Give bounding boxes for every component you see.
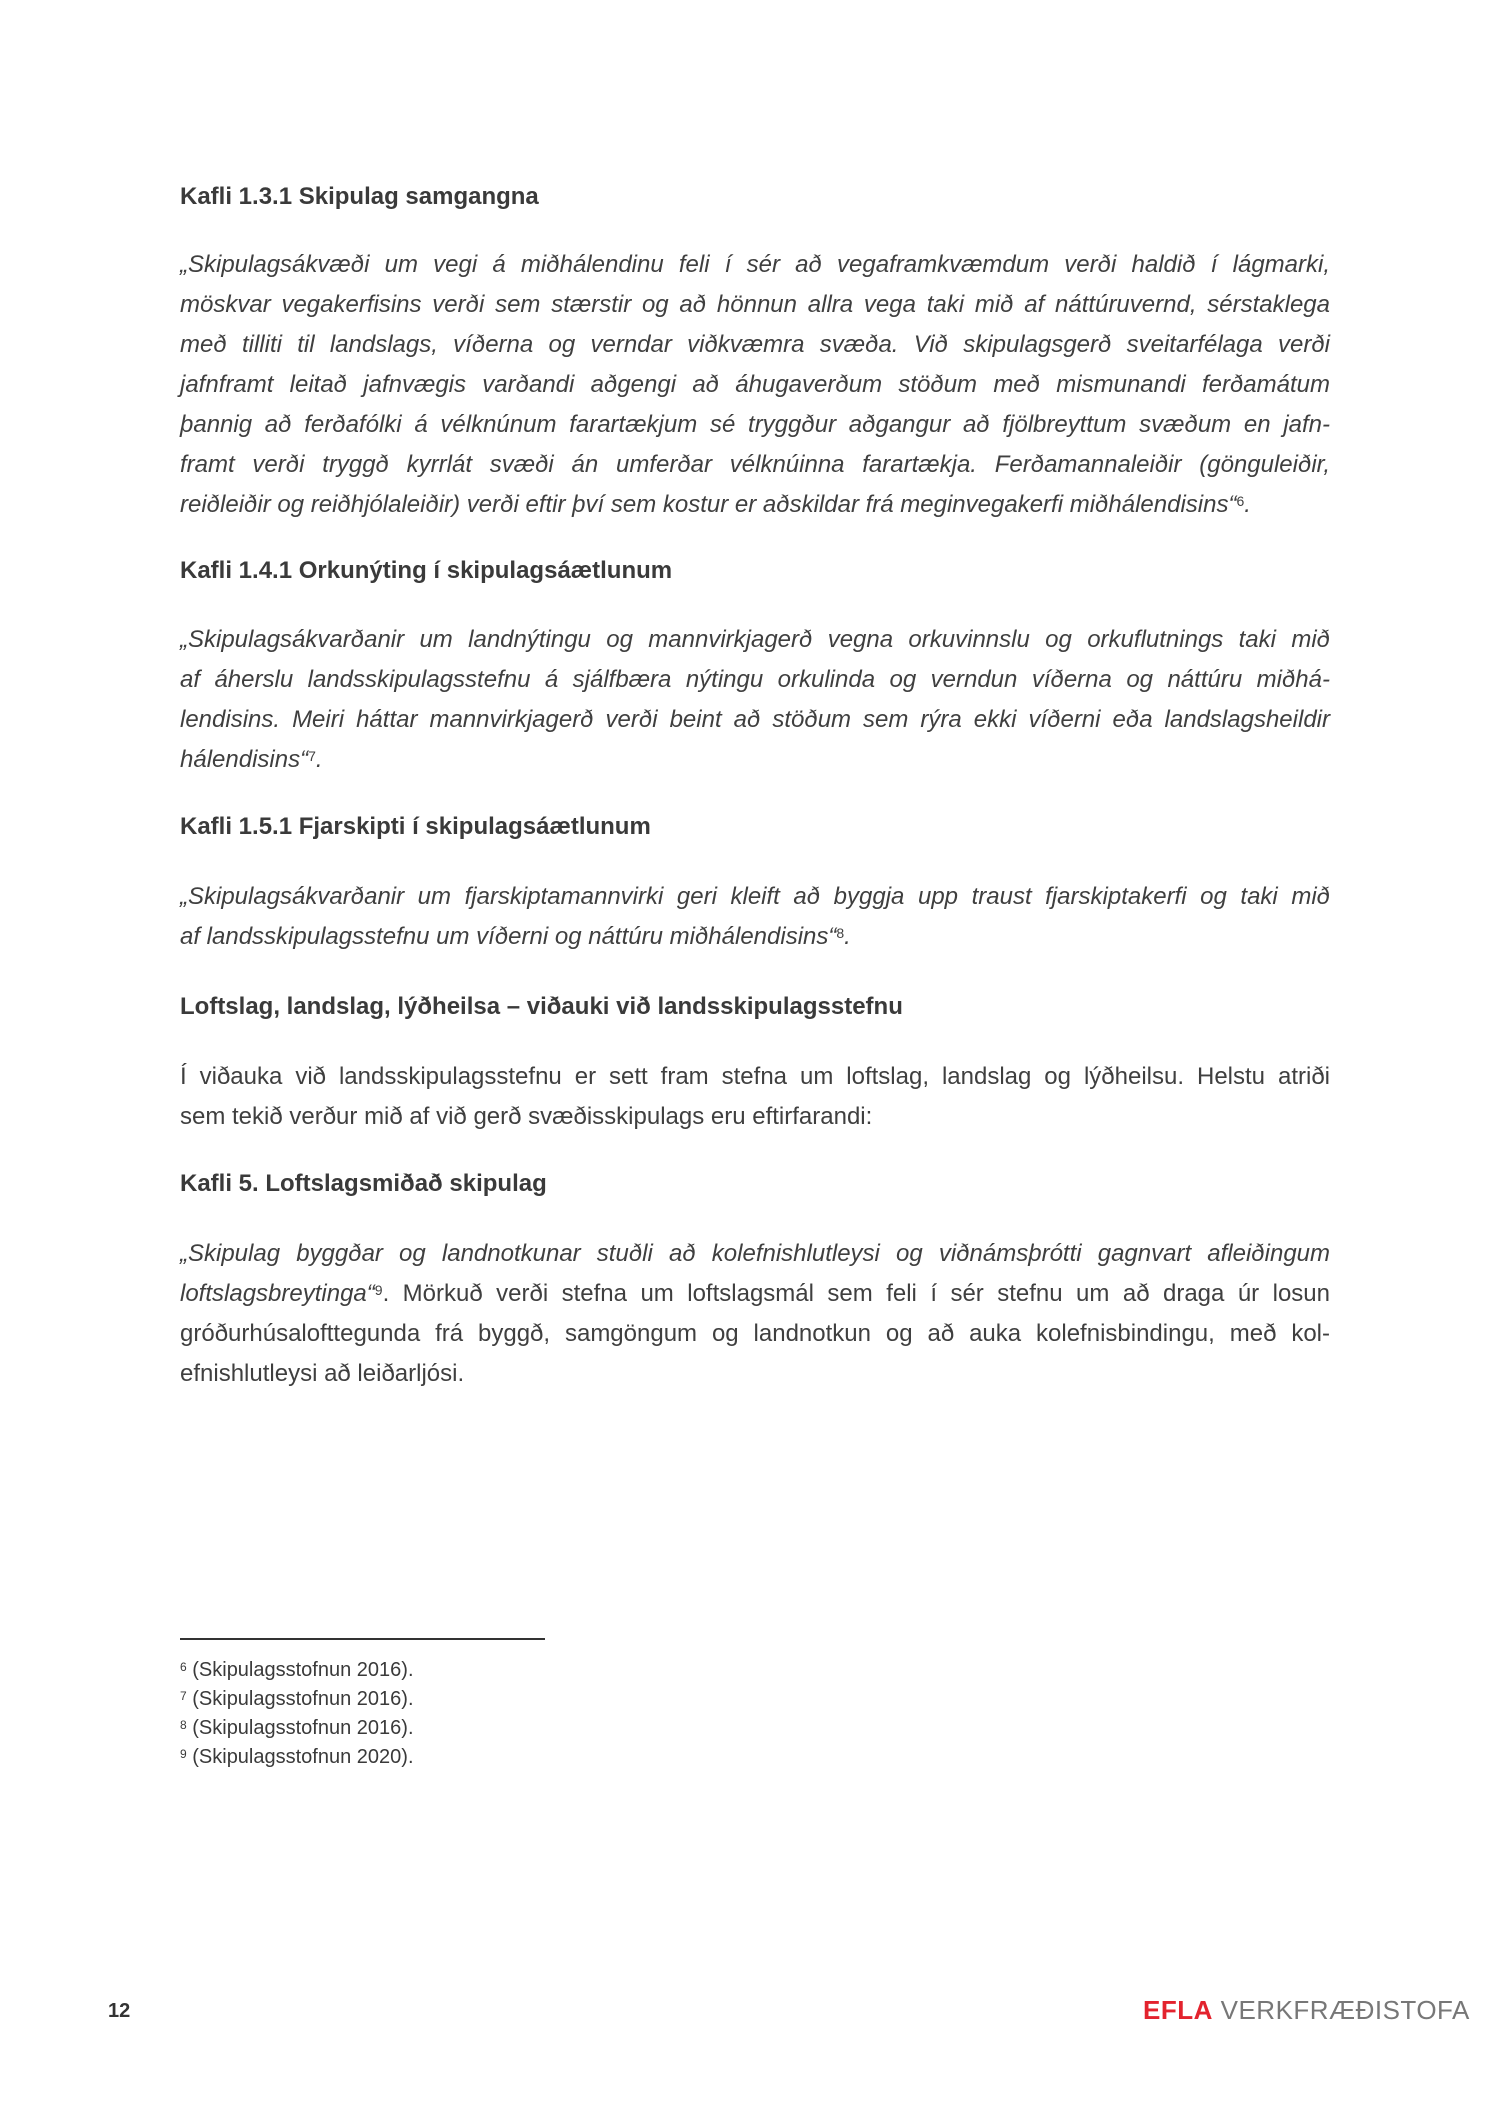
paragraph-line-last — [180, 485, 1330, 525]
footnote-text: (Skipulagsstofnun 2016). — [186, 1688, 414, 1710]
footnote-text: (Skipulagsstofnun 2020). — [186, 1746, 414, 1768]
paragraph-line-text: af landsskipulagsstefnu um víðerni og náttúru miðhálendisins“ — [180, 923, 837, 950]
footnote-number: 9 — [180, 1747, 187, 1761]
sentence-end: . — [315, 746, 323, 773]
footnotes-list — [180, 1656, 414, 1772]
paragraph-line: „Skipulagsákvæði um vegi á miðhálendinu feli í sér að vegaframkvæmdum verði haldið í lágmarki, — [180, 251, 1330, 278]
paragraph-line: „Skipulagsákvarðanir um fjarskiptamannvirki geri kleift að byggja upp traust fjarskiptakerfi og taki mið — [180, 883, 1330, 910]
paragraph-line-last — [180, 740, 1330, 780]
paragraph-line-text: hálendisins“ — [180, 746, 309, 773]
quote-paragraph-1-4-1 — [180, 620, 1330, 780]
footnote-ref-6[interactable]: 6 — [1236, 493, 1245, 509]
quote-text: loftslagsbreytinga“ — [180, 1280, 375, 1307]
paragraph-line-last: sem tekið verður mið af við gerð svæðisskipulags eru eftirfarandi: — [180, 1103, 873, 1130]
paragraph-line — [180, 1274, 1330, 1314]
paragraph-line-last: efnishlutleysi að leiðarljósi. — [180, 1360, 465, 1387]
footnote-ref-9[interactable]: 9 — [374, 1282, 383, 1298]
footnote-text: (Skipulagsstofnun 2016). — [186, 1659, 414, 1681]
sentence-end: . — [1244, 491, 1251, 518]
section-heading-1-3-1: Kafli 1.3.1 Skipulag samgangna — [180, 183, 539, 210]
paragraph-line-text: reiðleiðir og reiðhjólaleiðir) verði eftir því sem kostur er aðskildar frá meginvegakerfi miðhálendisins“ — [180, 491, 1237, 518]
page-number: 12 — [108, 2000, 131, 2022]
footnote-item — [180, 1656, 414, 1685]
paragraph-line: Í viðauka við landsskipulagsstefnu er sett fram stefna um loftslag, landslag og lýðheilsu. Helstu atriði — [180, 1063, 1330, 1090]
footnote-divider — [180, 1638, 545, 1640]
efla-logo — [1143, 1995, 1470, 2026]
paragraph-line-text: . Mörkuð verði stefna um loftslagsmál sem feli í sér stefnu um að draga úr losun — [382, 1280, 1330, 1307]
paragraph-line: framt verði tryggð kyrrlát svæði án umferðar vélknúinna farartækja. Ferðamannaleiðir (gönguleiðir, — [180, 451, 1330, 478]
logo-brand: EFLA — [1143, 1995, 1213, 2025]
section-heading-1-5-1: Kafli 1.5.1 Fjarskipti í skipulagsáætlunum — [180, 813, 651, 840]
footnote-text: (Skipulagsstofnun 2016). — [186, 1717, 414, 1739]
paragraph-line: með tilliti til landslags, víðerna og verndar viðkvæmra svæða. Við skipulagsgerð sveitarfélaga verði — [180, 331, 1330, 358]
logo-suffix: VERKFRÆÐISTOFA — [1212, 1995, 1470, 2025]
section-heading-loftslag: Loftslag, landslag, lýðheilsa – viðauki við landsskipulagsstefnu — [180, 993, 903, 1020]
paragraph-line: jafnframt leitað jafnvægis varðandi aðgengi að áhugaverðum stöðum með mismunandi ferðamátum — [180, 371, 1330, 398]
footnote-item — [180, 1714, 414, 1743]
paragraph-line: þannig að ferðafólki á vélknúnum farartækjum sé tryggður aðgangur að fjölbreyttum svæðum en jafn- — [180, 411, 1330, 438]
paragraph-line: möskvar vegakerfisins verði sem stærstir og að hönnun allra vega taki mið af náttúruvernd, sérstaklega — [180, 291, 1330, 318]
paragraph-line: af áherslu landsskipulagsstefnu á sjálfbæra nýtingu orkulinda og verndun víðerna og náttúru miðhá- — [180, 666, 1330, 693]
footnote-number: 7 — [180, 1689, 187, 1703]
quote-paragraph-1-5-1 — [180, 877, 1330, 957]
body-paragraph-vidauki — [180, 1057, 1330, 1137]
footnote-item — [180, 1743, 414, 1772]
body-paragraph-kafli-5 — [180, 1234, 1330, 1394]
section-heading-kafli-5: Kafli 5. Loftslagsmiðað skipulag — [180, 1170, 547, 1197]
paragraph-line-last — [180, 917, 1330, 957]
footnote-number: 6 — [180, 1660, 187, 1674]
paragraph-line: „Skipulagsákvarðanir um landnýtingu og mannvirkjagerð vegna orkuvinnslu og orkuflutnings taki mið — [180, 626, 1330, 653]
sentence-end: . — [844, 923, 851, 950]
paragraph-line: „Skipulag byggðar og landnotkunar stuðli að kolefnishlutleysi og viðnámsþrótti gagnvart afleiðingum — [180, 1240, 1330, 1267]
footnote-ref-8[interactable]: 8 — [836, 925, 845, 941]
footnote-number: 8 — [180, 1718, 187, 1732]
paragraph-line: lendisins. Meiri háttar mannvirkjagerð verði beint að stöðum sem rýra ekki víðerni eða landslagsheildir — [180, 706, 1330, 733]
paragraph-line: gróðurhúsalofttegunda frá byggð, samgöngum og landnotkun og að auka kolefnisbindingu, með kol- — [180, 1320, 1330, 1347]
section-heading-1-4-1: Kafli 1.4.1 Orkunýting í skipulagsáætlunum — [180, 557, 673, 584]
quote-paragraph-1-3-1 — [180, 245, 1330, 525]
footnote-item — [180, 1685, 414, 1714]
footnote-ref-7[interactable]: 7 — [308, 748, 316, 764]
